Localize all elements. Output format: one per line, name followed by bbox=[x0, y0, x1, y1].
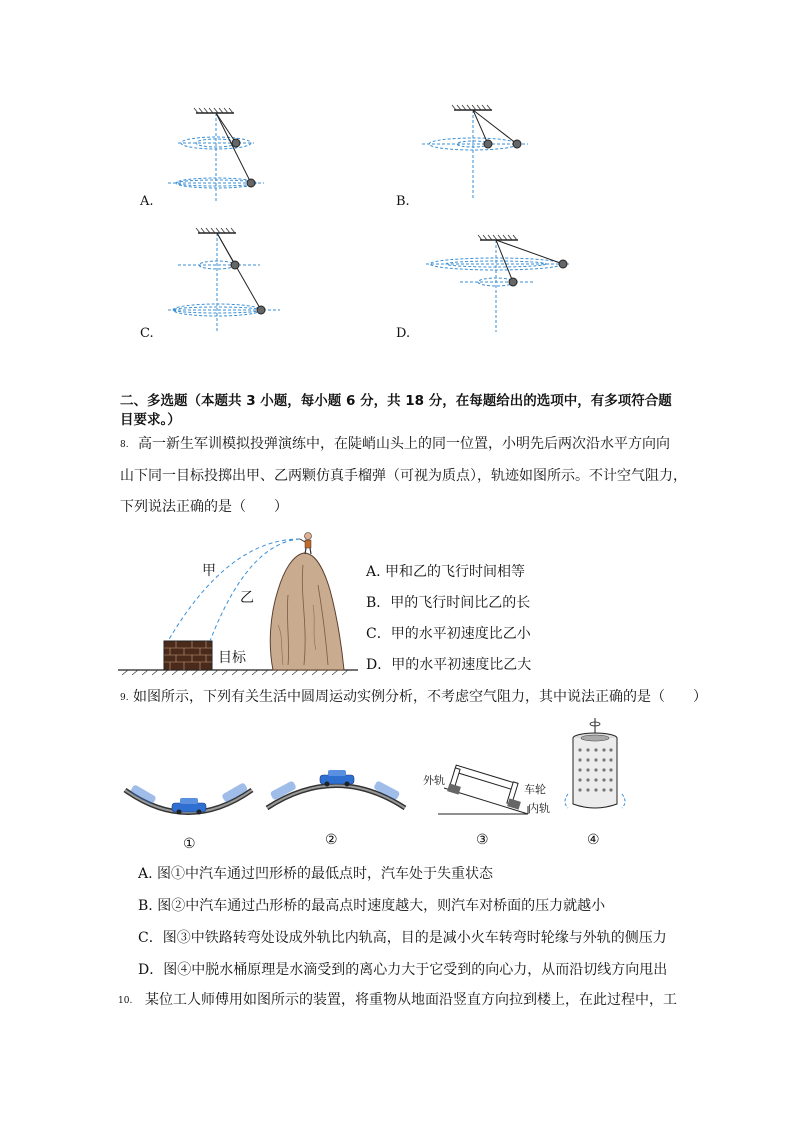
q8-option-b: B．甲的飞行时间比乙的长 bbox=[366, 595, 531, 611]
fig4-label: ④ bbox=[587, 832, 600, 848]
q10-stem: 某位工人师傅用如图所示的装置，将重物从地面沿竖直方向拉到楼上，在此过程中，工 bbox=[145, 992, 677, 1008]
fig1-label: ① bbox=[183, 836, 196, 852]
q8-stem-line2: 山下同一目标投掷出甲、乙两颗仿真手榴弹（可视为质点），轨迹如图所示。不计空气阻力， bbox=[120, 468, 687, 484]
option-d-label: D. bbox=[396, 326, 411, 341]
pendulum-b-drawing bbox=[400, 100, 550, 210]
q9-stem: 如图所示，下列有关生活中圆周运动实例分析，不考虑空气阻力，其中说法正确的是（ ） bbox=[133, 689, 707, 705]
pendulum-a-drawing bbox=[140, 100, 290, 210]
section-heading-line2: 目要求。） bbox=[120, 412, 181, 428]
label-inner-rail: 内轨 bbox=[528, 802, 550, 815]
section-heading-line1: 二、多选题（本题共 3 小题，每小题 6 分，共 18 分，在每题给出的选项中，有多项符合题 bbox=[120, 393, 672, 409]
label-yi: 乙 bbox=[240, 590, 254, 606]
q8-number: 8. bbox=[120, 440, 129, 450]
q8-stem-line3: 下列说法正确的是（ ） bbox=[120, 499, 288, 515]
q8-stem-line1: 高一新生军训模拟投弹演练中，在陡峭山头上的同一位置，小明先后两次沿水平方向向 bbox=[138, 436, 670, 452]
option-b-label: B. bbox=[396, 194, 410, 209]
concave-bridge-drawing bbox=[120, 770, 260, 830]
label-wheel: 车轮 bbox=[524, 783, 546, 796]
q9-option-c: C．图③中铁路转弯处设成外轨比内轨高，目的是减小火车转弯时轮缘与外轨的侧压力 bbox=[138, 930, 667, 946]
q8-option-c: C．甲的水平初速度比乙小 bbox=[366, 626, 531, 642]
q9-option-b: B. 图②中汽车通过凸形桥的最高点时速度越大，则汽车对桥面的压力就越小 bbox=[138, 898, 606, 914]
label-target: 目标 bbox=[218, 650, 246, 666]
q9-option-a: A. 图①中汽车通过凹形桥的最低点时，汽车处于失重状态 bbox=[138, 866, 494, 882]
option-c-label: C. bbox=[140, 326, 154, 341]
q9-number: 9. bbox=[120, 693, 129, 703]
label-outer-rail: 外轨 bbox=[423, 774, 445, 787]
pendulum-c-drawing bbox=[140, 225, 300, 340]
spin-dryer-drawing bbox=[558, 716, 632, 828]
fig2-label: ② bbox=[325, 832, 338, 848]
q10-number: 10. bbox=[118, 996, 133, 1006]
q9-option-d: D．图④中脱水桶原理是水滴受到的离心力大于它受到的向心力，从而沿切线方向甩出 bbox=[138, 962, 668, 978]
q8-option-d: D．甲的水平初速度比乙大 bbox=[366, 657, 532, 673]
pendulum-d-drawing bbox=[420, 232, 590, 337]
convex-bridge-drawing bbox=[262, 768, 410, 828]
option-a-label: A. bbox=[140, 194, 154, 209]
q8-option-a: A. 甲和乙的飞行时间相等 bbox=[366, 564, 526, 580]
label-jia: 甲 bbox=[202, 563, 216, 579]
fig3-label: ③ bbox=[476, 832, 489, 848]
